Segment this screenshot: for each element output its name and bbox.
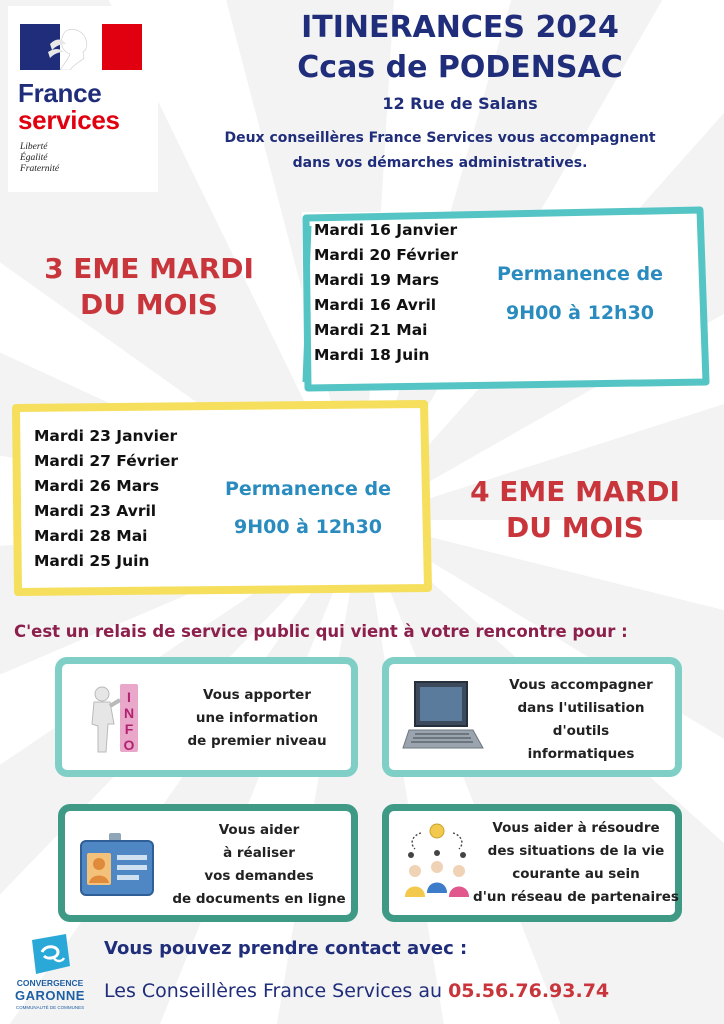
convergence-garonne-emblem-icon (26, 932, 74, 976)
france-services-logo (8, 6, 158, 192)
contact-line (104, 980, 609, 1002)
marianne-flag-icon (20, 24, 142, 70)
logo-services-text: services (18, 105, 120, 135)
partner-name-line-2: GARONNE (15, 988, 85, 1003)
service-card-information (55, 657, 358, 777)
svg-text:I: I (127, 689, 131, 705)
third-tuesday-label-1: 3 EME MARDI (44, 252, 254, 285)
motto-egalite: Égalité (20, 153, 48, 163)
logo-france-text: France (18, 78, 102, 108)
date-item: Mardi 21 Mai (314, 321, 428, 339)
service-line: vos demandes (204, 868, 314, 884)
service-line: Vous apporter (203, 687, 311, 703)
service-line: d'un réseau de partenaires (473, 889, 679, 905)
people-network-icon (399, 821, 475, 905)
info-person-icon (80, 680, 152, 756)
date-item: Mardi 25 Juin (34, 552, 150, 570)
date-item: Mardi 19 Mars (314, 271, 440, 289)
svg-text:O: O (123, 737, 135, 753)
service-line: d'outils (552, 723, 610, 739)
date-item: Mardi 16 Avril (314, 296, 437, 314)
fourth-tuesday-hours: 9H00 à 12h30 (233, 516, 383, 538)
date-item: Mardi 23 Avril (34, 502, 157, 520)
svg-text:N: N (123, 705, 135, 721)
contact-text: Les Conseillères France Services au (104, 980, 449, 1002)
service-line: de premier niveau (187, 733, 327, 749)
service-text (162, 684, 352, 753)
address: 12 Rue de Salans (382, 94, 538, 113)
service-line: une information (195, 710, 319, 726)
tagline: C'est un relais de service public qui vient à votre rencontre pour : (14, 622, 628, 641)
service-line: Vous aider (218, 822, 300, 838)
service-line: Vous aider à résoudre (492, 820, 660, 836)
date-item: Mardi 18 Juin (314, 346, 430, 364)
convergence-garonne-logo (10, 930, 90, 1020)
service-line: des situations de la vie (487, 843, 665, 859)
contact-heading: Vous pouvez prendre contact avec : (104, 938, 468, 959)
service-line: dans l'utilisation (517, 700, 645, 716)
third-tuesday-dates (314, 218, 458, 368)
svg-text:F: F (124, 721, 134, 737)
service-line: à réaliser (223, 845, 295, 861)
fourth-tuesday-label-2: DU MOIS (506, 511, 644, 544)
phone-number[interactable]: 05.56.76.93.74 (448, 980, 610, 1002)
service-line: Vous accompagner (509, 677, 653, 693)
date-item: Mardi 28 Mai (34, 527, 148, 545)
service-text (473, 817, 679, 909)
motto-liberte: Liberté (20, 142, 48, 152)
service-card-online-documents (58, 804, 358, 922)
date-item: Mardi 20 Février (314, 246, 458, 264)
page-title: ITINERANCES 2024 (301, 10, 619, 45)
fourth-tuesday-dates (34, 424, 178, 574)
service-line: informatiques (527, 746, 635, 762)
intro-line-1: Deux conseillères France Services vous accompagnent (224, 130, 656, 146)
date-item: Mardi 27 Février (34, 452, 178, 470)
date-item: Mardi 23 Janvier (34, 427, 178, 445)
service-card-partner-network (382, 804, 682, 922)
service-card-it-tools (382, 657, 682, 777)
date-item: Mardi 26 Mars (34, 477, 160, 495)
motto-fraternite: Fraternité (20, 164, 60, 174)
third-tuesday-permanence-label: Permanence de (497, 263, 663, 285)
third-tuesday-label-2: DU MOIS (80, 288, 218, 321)
service-line: courante au sein (512, 866, 640, 882)
service-text (165, 819, 353, 911)
third-tuesday-hours: 9H00 à 12h30 (505, 302, 655, 324)
id-card-icon (79, 833, 155, 899)
page-subtitle: Ccas de PODENSAC (297, 50, 623, 85)
service-line: de documents en ligne (172, 891, 346, 907)
fourth-tuesday-permanence-label: Permanence de (225, 478, 391, 500)
intro-line-2: dans vos démarches administratives. (292, 155, 588, 171)
fourth-tuesday-label-1: 4 EME MARDI (470, 475, 680, 508)
date-item: Mardi 16 Janvier (314, 221, 458, 239)
service-text (485, 674, 677, 766)
laptop-icon (401, 678, 485, 758)
partner-name-line-1: CONVERGENCE (16, 978, 84, 988)
partner-name-line-3: COMMUNAUTÉ DE COMMUNES (15, 1005, 85, 1010)
